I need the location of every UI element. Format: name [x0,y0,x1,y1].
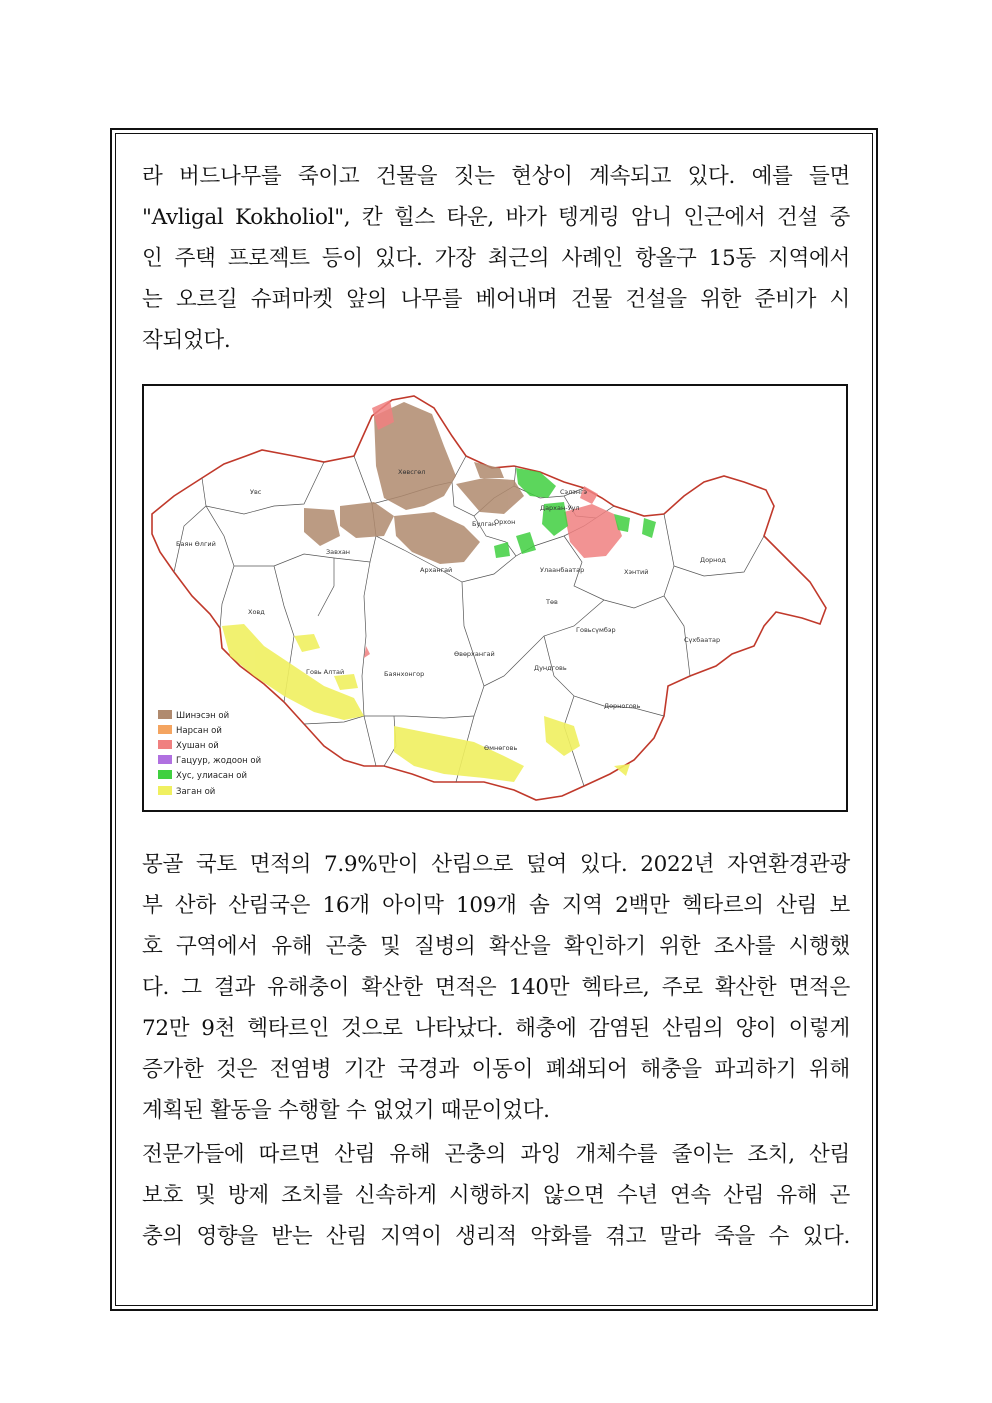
text-line: 72만 9천 헥타르인 것으로 나타났다. 해충에 감염된 산림의 양이 이렇게 [142,1016,850,1041]
legend-swatch [158,740,172,749]
legend-label: Хушан ой [176,741,219,751]
label-govisumber: Говьсүмбэр [576,626,616,634]
legend-swatch [158,710,172,719]
label-zavkhan: Завхан [326,548,351,556]
label-ulaanbaatar: Улаанбаатар [540,566,585,574]
mongolia-map-svg [144,386,846,810]
paragraph-1 [142,156,850,361]
legend-label: Заган ой [176,787,216,797]
map-legend [158,710,261,797]
text-line: 인 주택 프로젝트 등이 있다. 가장 최근의 사례인 항올구 15동 지역에서 [142,246,850,271]
text-line: 계획된 활동을 수행할 수 없었기 때문이었다. [142,1098,550,1123]
label-khentii: Хэнтий [624,568,649,576]
label-bayan-ulgii: Баян Өлгий [176,540,216,548]
label-khuvsgul: Хөвсгөл [398,468,426,476]
legend-swatch [158,725,172,734]
label-bayankhongor: Баянхонгор [384,670,425,678]
text-line: 충의 영향을 받는 산림 지역이 생리적 악화를 겪고 말라 죽을 수 있다. [142,1224,850,1249]
label-orkhon: Орхон [494,518,516,526]
label-ovorkhangai: Өвөрхангай [454,650,495,658]
paragraph-3 [142,1134,850,1257]
label-dundgovi: Дундговь [534,664,567,672]
label-arkhangai: Архангай [420,566,453,574]
legend-swatch [158,786,172,795]
text-line: 작되었다. [142,328,231,353]
legend-swatch [158,770,172,779]
label-darkhan: Дархан-Уул [540,504,580,512]
label-tuv: Төв [546,598,558,606]
text-line: "Avligal Kokholiol", 칸 힐스 타운, 바가 텡게링 암니 인근에서 건설 중 [142,205,850,230]
label-sukhbaatar: Сүхбаатар [684,636,721,644]
text-line: 전문가들에 따르면 산림 유해 곤충의 과잉 개체수를 줄이는 조치, 산림 [142,1142,850,1167]
label-bulgan: Булган [472,520,497,528]
label-govi-altai: Говь Алтай [306,668,345,676]
text-line: 는 오르길 슈퍼마켓 앞의 나무를 베어내며 건물 건설을 위한 준비가 시 [142,287,850,312]
country-outline [152,396,826,800]
legend-label: Нарсан ой [176,726,222,736]
legend-label: Хус, улиасан ой [176,771,247,781]
text-line: 증가한 것은 전염병 기간 국경과 이동이 폐쇄되어 해충을 파괴하기 위해 [142,1057,850,1082]
label-uvs: Увс [250,488,262,496]
text-line: 다. 그 결과 유해충이 확산한 면적은 140만 헥타르, 주로 확산한 면적은 [142,975,850,1000]
text-line: 부 산하 산림국은 16개 아이막 109개 솜 지역 2백만 헥타르의 산림 보 [142,893,850,918]
text-line: 라 버드나무를 죽이고 건물을 짓는 현상이 계속되고 있다. 예를 들면 [142,164,850,189]
legend-label: Гацуур, жодоон ой [176,756,262,766]
legend-label: Шинэсэн ой [176,711,230,721]
forest-map [142,384,848,812]
text-line: 보호 및 방제 조치를 신속하게 시행하지 않으면 수년 연속 산림 유해 곤 [142,1183,850,1208]
label-dornod: Дорнод [700,556,726,564]
text-line: 몽골 국토 면적의 7.9%만이 산림으로 덮여 있다. 2022년 자연환경관광 [142,852,850,877]
text-line: 호 구역에서 유해 곤충 및 질병의 확산을 확인하기 위한 조사를 시행했 [142,934,850,959]
legend-swatch [158,755,172,764]
label-omnogovi: Өмнөговь [484,744,518,752]
label-dornogovi: Дорноговь [604,702,641,710]
label-selenge: Сэлэнгэ [560,488,588,496]
paragraph-2 [142,844,850,1131]
label-khovd: Ховд [248,608,265,616]
